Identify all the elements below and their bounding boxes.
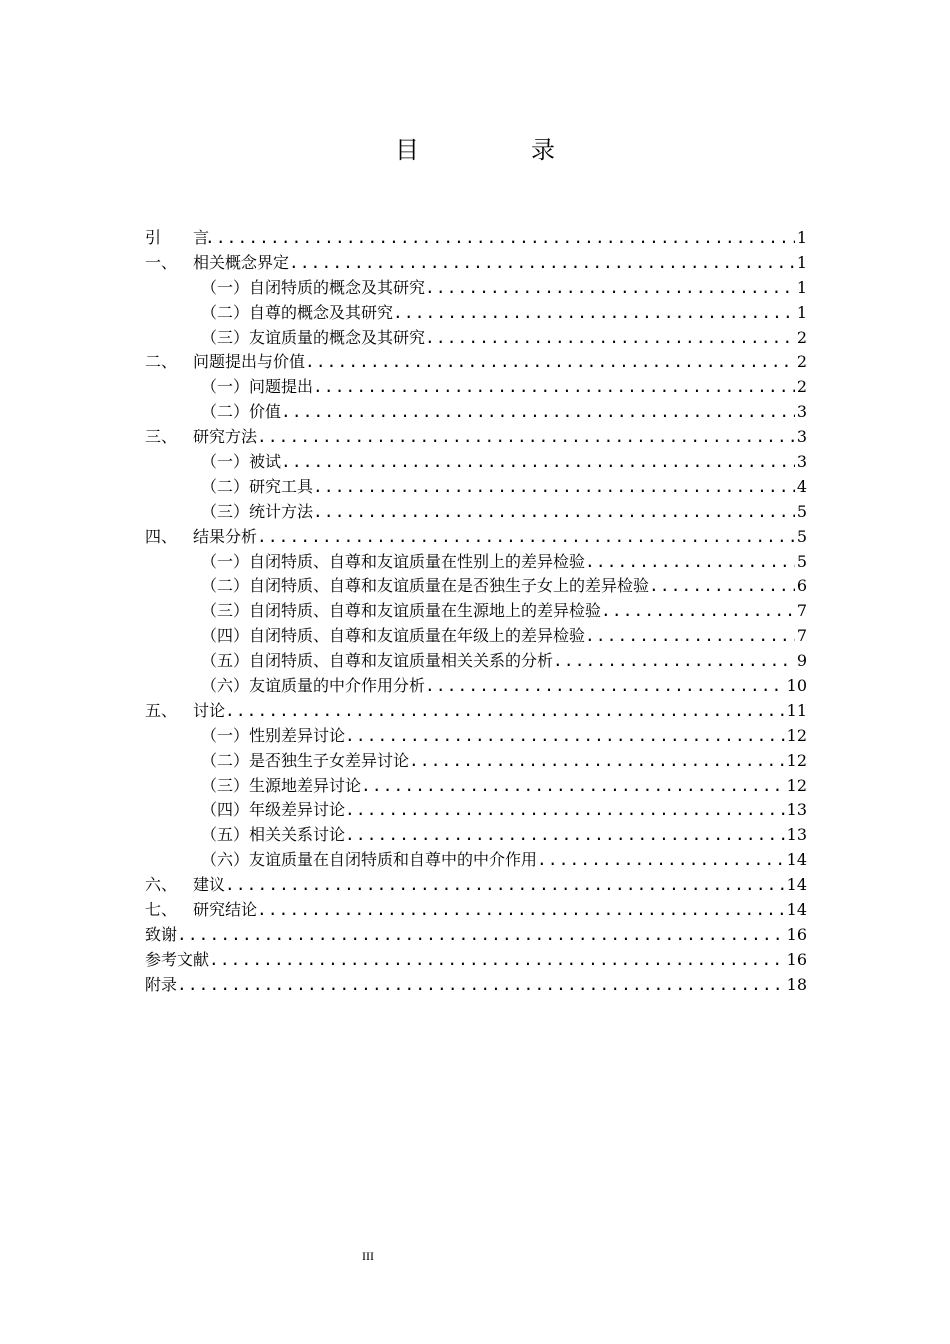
toc-entry[interactable] xyxy=(145,301,807,326)
toc-entry-page: 7 xyxy=(796,601,807,621)
toc-entry[interactable] xyxy=(145,425,807,450)
toc-entry-number: （二） xyxy=(201,750,250,770)
toc-entry-number: （二） xyxy=(201,402,250,422)
toc-dot-leader xyxy=(537,848,785,873)
toc-entry-page: 3 xyxy=(796,402,807,422)
toc-entry[interactable] xyxy=(145,251,807,276)
toc-entry-title: 友谊质量的中介作用分析 xyxy=(249,676,426,696)
toc-entry-title: 问题提出与价值 xyxy=(193,352,306,372)
toc-dot-leader xyxy=(177,923,785,948)
toc-entry-number: （二） xyxy=(201,476,250,496)
toc-dot-leader xyxy=(345,823,785,848)
toc-dot-leader xyxy=(305,350,795,375)
toc-entry[interactable] xyxy=(145,226,807,251)
toc-dot-leader xyxy=(205,226,795,251)
toc-dot-leader xyxy=(425,674,785,699)
toc-dot-leader xyxy=(209,948,785,973)
toc-entry-number: （六） xyxy=(201,676,250,696)
toc-entry-page: 13 xyxy=(786,825,807,845)
toc-dot-leader xyxy=(585,624,795,649)
toc-entry-title: 研究方法 xyxy=(193,427,258,447)
toc-entry-number: 二、 xyxy=(145,352,178,372)
toc-entry-title: 问题提出 xyxy=(249,377,314,397)
toc-entry-title: 研究结论 xyxy=(193,900,258,920)
toc-entry[interactable] xyxy=(145,749,807,774)
toc-entry-page: 2 xyxy=(796,377,807,397)
toc-entry[interactable] xyxy=(145,550,807,575)
toc-entry-title: 附录 xyxy=(145,974,178,994)
toc-dot-leader xyxy=(257,425,795,450)
toc-entry-number: （六） xyxy=(201,850,250,870)
toc-dot-leader xyxy=(345,798,785,823)
toc-entry[interactable] xyxy=(145,574,807,599)
toc-entry-title: 生源地差异讨论 xyxy=(249,775,362,795)
toc-entry-page: 14 xyxy=(786,850,807,870)
toc-entry-number: （一） xyxy=(201,551,250,571)
toc-entry[interactable] xyxy=(145,898,807,923)
toc-entry-page: 4 xyxy=(796,476,807,496)
toc-entry[interactable] xyxy=(145,326,807,351)
toc-dot-leader xyxy=(553,649,795,674)
toc-entry[interactable] xyxy=(145,823,807,848)
toc-entry[interactable] xyxy=(145,350,807,375)
toc-entry-number: 五、 xyxy=(145,700,178,720)
toc-entry-title: 被试 xyxy=(249,452,282,472)
toc-dot-leader xyxy=(425,326,795,351)
toc-entry[interactable] xyxy=(145,948,807,973)
toc-entry-title: 讨论 xyxy=(193,700,226,720)
toc-entry-title: 友谊质量的概念及其研究 xyxy=(249,327,426,347)
toc-entry-page: 18 xyxy=(786,974,807,994)
toc-entry-page: 12 xyxy=(786,750,807,770)
toc-dot-leader xyxy=(177,973,785,998)
toc-entry-title: 自闭特质、自尊和友谊质量相关关系的分析 xyxy=(249,651,554,671)
toc-dot-leader xyxy=(257,525,795,550)
toc-dot-leader xyxy=(393,301,795,326)
toc-dot-leader xyxy=(425,276,795,301)
toc-dot-leader xyxy=(225,873,785,898)
toc-entry-page: 1 xyxy=(796,228,807,247)
toc-entry-number: （三） xyxy=(201,327,250,347)
toc-entry-title: 自闭特质、自尊和友谊质量在是否独生子女上的差异检验 xyxy=(249,576,650,596)
toc-entry-number: （一） xyxy=(201,452,250,472)
toc-entry-page: 14 xyxy=(786,900,807,920)
toc-entry[interactable] xyxy=(145,674,807,699)
toc-entry-number: （三） xyxy=(201,501,250,521)
toc-entry-page: 3 xyxy=(796,427,807,447)
toc-entry[interactable] xyxy=(145,500,807,525)
toc-entry-title: 自闭特质、自尊和友谊质量在年级上的差异检验 xyxy=(249,626,586,646)
toc-entry-page: 16 xyxy=(786,949,807,969)
toc-entry-page: 12 xyxy=(786,725,807,745)
toc-entry-number: 七、 xyxy=(145,900,178,920)
toc-entry[interactable] xyxy=(145,973,807,998)
toc-entry-number: 六、 xyxy=(145,875,178,895)
toc-entry[interactable] xyxy=(145,525,807,550)
toc-dot-leader xyxy=(649,574,795,599)
toc-entry-title: 自闭特质、自尊和友谊质量在性别上的差异检验 xyxy=(249,551,586,571)
toc-entry-number: （四） xyxy=(201,800,250,820)
toc-list xyxy=(145,226,807,998)
toc-entry-number: 一、 xyxy=(145,252,178,272)
toc-dot-leader xyxy=(225,699,785,724)
toc-dot-leader xyxy=(313,475,795,500)
toc-entry-page: 7 xyxy=(796,626,807,646)
toc-entry-title: 建议 xyxy=(193,875,226,895)
toc-dot-leader xyxy=(345,724,785,749)
toc-dot-leader xyxy=(257,898,785,923)
toc-entry[interactable] xyxy=(145,375,807,400)
toc-entry-page: 6 xyxy=(796,576,807,596)
toc-dot-leader xyxy=(281,400,795,425)
toc-entry[interactable] xyxy=(145,774,807,799)
toc-dot-leader xyxy=(601,599,795,624)
toc-dot-leader xyxy=(361,774,785,799)
toc-entry-title: 参考文献 xyxy=(145,949,210,969)
toc-entry-page: 10 xyxy=(786,676,807,696)
toc-entry[interactable] xyxy=(145,450,807,475)
toc-entry-title: 自尊的概念及其研究 xyxy=(249,302,394,322)
toc-entry-page: 2 xyxy=(796,352,807,372)
toc-entry-number: （一） xyxy=(201,725,250,745)
toc-entry-number: （二） xyxy=(201,576,250,596)
toc-dot-leader xyxy=(281,450,795,475)
toc-entry-page: 1 xyxy=(796,252,807,272)
toc-entry-page: 16 xyxy=(786,924,807,944)
toc-entry[interactable] xyxy=(145,798,807,823)
toc-entry-title: 是否独生子女差异讨论 xyxy=(249,750,410,770)
toc-entry-page: 3 xyxy=(796,452,807,472)
toc-entry-number: （四） xyxy=(201,626,250,646)
toc-dot-leader xyxy=(585,550,795,575)
toc-entry-page: 5 xyxy=(796,526,807,546)
toc-entry-number: （五） xyxy=(201,651,250,671)
toc-entry-page: 12 xyxy=(786,775,807,795)
toc-entry-page: 11 xyxy=(786,700,807,720)
toc-entry-page: 13 xyxy=(786,800,807,820)
toc-entry-number: （五） xyxy=(201,825,250,845)
toc-entry[interactable] xyxy=(145,400,807,425)
toc-title: 目 录 xyxy=(395,136,599,164)
toc-entry-number: （三） xyxy=(201,601,250,621)
toc-entry-title: 相关关系讨论 xyxy=(249,825,346,845)
toc-entry[interactable] xyxy=(145,848,807,873)
toc-dot-leader xyxy=(313,500,795,525)
toc-entry[interactable] xyxy=(145,724,807,749)
page-number: III xyxy=(362,1249,374,1263)
toc-entry-number: （二） xyxy=(201,302,250,322)
toc-entry-title: 致谢 xyxy=(145,924,178,944)
toc-entry-page: 1 xyxy=(796,277,807,297)
toc-dot-leader xyxy=(313,375,795,400)
toc-entry[interactable] xyxy=(145,873,807,898)
toc-entry-title: 自闭特质的概念及其研究 xyxy=(249,277,426,297)
toc-entry-page: 2 xyxy=(796,327,807,347)
toc-entry-title: 性别差异讨论 xyxy=(249,725,346,745)
toc-entry-title: 统计方法 xyxy=(249,501,314,521)
toc-entry-number: （一） xyxy=(201,377,250,397)
toc-entry-number: 引 言 xyxy=(145,228,210,247)
toc-entry[interactable] xyxy=(145,699,807,724)
toc-entry[interactable] xyxy=(145,475,807,500)
toc-entry-number: （一） xyxy=(201,277,250,297)
toc-dot-leader xyxy=(289,251,795,276)
toc-entry-number: 三、 xyxy=(145,427,178,447)
toc-entry-page: 9 xyxy=(796,651,807,671)
toc-entry-title: 友谊质量在自闭特质和自尊中的中介作用 xyxy=(249,850,538,870)
toc-entry-title: 年级差异讨论 xyxy=(249,800,346,820)
toc-entry-page: 1 xyxy=(796,302,807,322)
toc-entry[interactable] xyxy=(145,599,807,624)
toc-entry-title: 自闭特质、自尊和友谊质量在生源地上的差异检验 xyxy=(249,601,602,621)
toc-entry-title: 价值 xyxy=(249,402,282,422)
toc-entry-title: 结果分析 xyxy=(193,526,258,546)
toc-entry-title: 相关概念界定 xyxy=(193,252,290,272)
toc-entry[interactable] xyxy=(145,649,807,674)
toc-entry-number: （三） xyxy=(201,775,250,795)
toc-dot-leader xyxy=(409,749,785,774)
toc-entry[interactable] xyxy=(145,276,807,301)
toc-entry[interactable] xyxy=(145,923,807,948)
toc-entry-page: 14 xyxy=(786,875,807,895)
toc-entry-number: 四、 xyxy=(145,526,178,546)
toc-entry-page: 5 xyxy=(796,551,807,571)
toc-entry-page: 5 xyxy=(796,501,807,521)
toc-entry[interactable] xyxy=(145,624,807,649)
toc-entry-title: 研究工具 xyxy=(249,476,314,496)
